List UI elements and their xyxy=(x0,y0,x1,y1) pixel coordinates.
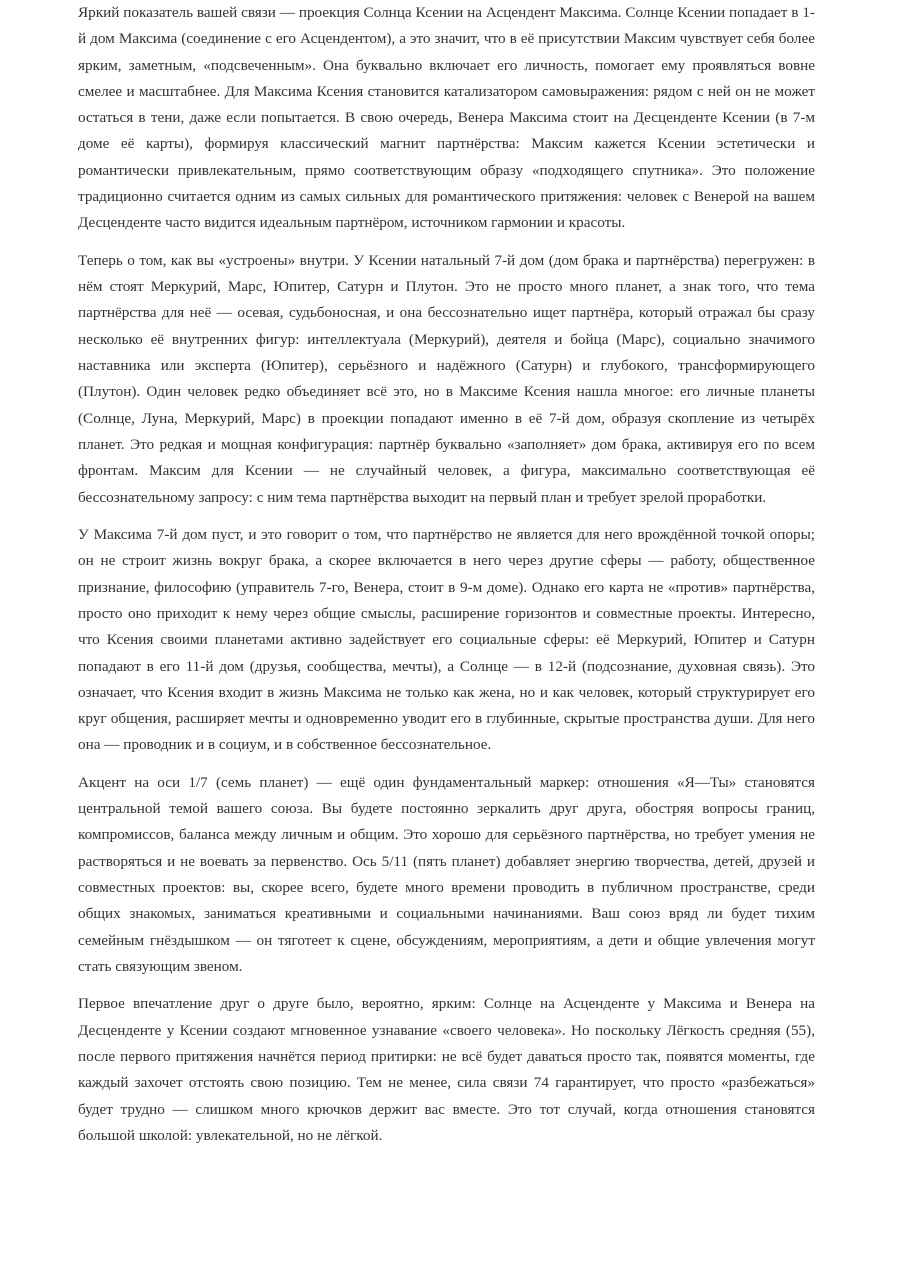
paragraph-sun-ascendant: Яркий показатель вашей связи — проекция Солнца Ксении на Асцендент Максима. Солнце Ксении попадает в 1-й дом Максима (соединение с его Асцендентом), а это значит, что в её присутствии Максим чувствует себя более ярким, заметным, «подсвеченным». Она буквально включает его личность, помогает ему проявляться вовне смелее и масштабнее. Для Максима Ксения становится катализатором самовыражения: рядом с ней он не может остаться в тени, даже если попытается. В свою очередь, Венера Максима стоит на Десценденте Ксении (в 7-м доме её карты), формируя классический магнит партнёрства: Максим кажется Ксении эстетически и романтически привлекательным, прямо соответствующим образу «подходящего спутника». Это положение традиционно считается одним из самых сильных для романтического притяжения: человек с Венерой на вашем Десценденте часто видится идеальным партнёром, источником гармонии и красоты. xyxy=(78,4,815,232)
paragraph-seventh-house-maxim: У Максима 7-й дом пуст, и это говорит о том, что партнёрство не является для него врождённой точкой опоры; он не строит жизнь вокруг брака, а скорее включается в него через другие сферы — работу, общественное признание, философию (управитель 7-го, Венера, стоит в 9-м доме). Однако его карта не «против» партнёрства, просто оно приходит к нему через общие смыслы, расширение горизонтов и совместные проекты. Интересно, что Ксения своими планетами активно задействует его социальные сферы: её Меркурий, Юпитер и Сатурн попадают в его 11-й дом (друзья, сообщества, мечты), а Солнце — в 12-й (подсознание, духовная связь). Это означает, что Ксения входит в жизнь Максима не только как жена, но и как человек, который структурирует его круг общения, расширяет мечты и одновременно уводит его в глубинные, скрытые пространства души. Для него она — проводник и в социум, и в собственное бессознательное. xyxy=(78,526,815,754)
paragraph-first-impression: Первое впечатление друг о друге было, вероятно, ярким: Солнце на Асценденте у Максима и Венера на Десценденте у Ксении создают мгновенное узнавание «своего человека». Но поскольку Лёгкость средняя (55), после первого притяжения начнётся период притирки: не всё будет даваться просто так, появятся моменты, где каждый захочет отстоять свою позицию. Тем не менее, сила связи 74 гарантирует, что просто «разбежаться» будет трудно — слишком много крючков держит вас вместе. Это тот случай, когда отношения становятся большой школой: увлекательной, но не лёгкой. xyxy=(78,995,815,1144)
paragraph-seventh-house-ksenia: Теперь о том, как вы «устроены» внутри. У Ксении натальный 7-й дом (дом брака и партнёрства) перегружен: в нём стоят Меркурий, Марс, Юпитер, Сатурн и Плутон. Это не просто много планет, а знак того, что тема партнёрства для неё — осевая, судьбоносная, и она бессознательно ищет партнёра, который отражал бы сразу несколько её внутренних фигур: интеллектуала (Меркурий), деятеля и бойца (Марс), социально значимого наставника или эксперта (Юпитер), серьёзного и надёжного (Сатурн) и глубокого, трансформирующего (Плутон). Один человек редко объединяет всё это, но в Максиме Ксения нашла многое: его личные планеты (Солнце, Луна, Меркурий, Марс) в проекции попадают именно в её 7-й дом, образуя скопление из четырёх планет. Это редкая и мощная конфигурация: партнёр буквально «заполняет» дом брака, активируя его по всем фронтам. Максим для Ксении — не случайный человек, а фигура, максимально соответствующая её бессознательному запросу: с ним тема партнёрства выходит на первый план и требует зрелой проработки. xyxy=(78,251,815,506)
article-body xyxy=(78,0,815,1149)
paragraph-axis-emphasis: Акцент на оси 1/7 (семь планет) — ещё один фундаментальный маркер: отношения «Я—Ты» становятся центральной темой вашего союза. Вы будете постоянно зеркалить друг друга, обостряя вопросы границ, компромиссов, баланса между личным и общим. Это хорошо для серьёзного партнёрства, но требует умения не растворяться и не воевать за первенство. Ось 5/11 (пять планет) добавляет энергию творчества, детей, друзей и совместных проектов: вы, скорее всего, будете много времени проводить в публичном пространстве, среди общих знакомых, заниматься креативными и социальными начинаниями. Ваш союз вряд ли будет тихим семейным гнёздышком — он тяготеет к сцене, обсуждениям, мероприятиям, а дети и общие увлечения могут стать связующим звеном. xyxy=(78,773,815,975)
